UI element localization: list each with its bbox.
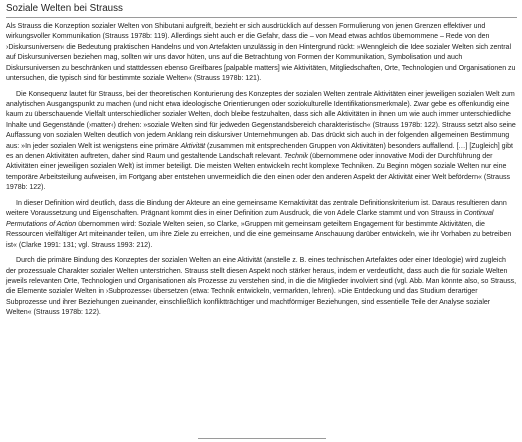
paragraph-4: Durch die primäre Bindung des Konzeptes der sozialen Welten an eine Aktivität (anstelle z. B. eines technischen Artefaktes oder einer Ideologie) wird zugleich der prozessuale Charakter sozialer Welten unterstrichen. Strauss stellt diesen Aspekt noch stärker heraus, indem er verdeutlicht, dass auch die für soziale Welten jeweils relevanten Orte, Technologien und Organisationen als Prozesse zu verstehen sind, in die die Mitglieder involviert sind (vgl. Abb. Man könnte also, so Strauss, die Elemente sozialer Welten in ›Subprozesse‹ übersetzen (etwa: Technik entwickeln, vermarkten, lehren). »Die Entdeckung und das Studium derartiger Subprozesse und ihrer Beziehungen zueinander, einschließlich konfliktträchtiger und machtförmiger Beziehungen, sind essentielle Teile der Analyse sozialer Welten« (Strauss 1978b: 122).	[6, 257, 517, 317]
emphasis-text: Technik	[283, 153, 308, 161]
paragraph-3: In dieser Definition wird deutlich, dass die Bindung der Akteure an eine gemeinsame Kernaktivität das zentrale Definitionskriterium ist. Daraus resultieren dann weitere Voraussetzung und Eigenschaften. Prägnant kommt dies in einer Definition zum Ausdruck, die von Adele Clarke stammt und von Strauss in Continual Permutations of Action übernommen wird: Soziale Welten seien, so Clarke, »Gruppen mit gemeinsam geteiltem Engagement für bestimmte Aktivitäten, die Ressourcen vielfältiger Art miteinander teilen, um ihre Ziele zu erreichen, und die eine gemeinsame Anschauung darüber entwickeln, wie ihr Vorhaben zu betreiben ist« (Clarke 1991: 131; vgl. Strauss 1993: 212).	[6, 199, 512, 249]
body-text	[6, 22, 517, 319]
paragraph-2: Die Konsequenz lautet für Strauss, bei der theoretischen Konturierung des Konzeptes der sozialen Welten zentrale Aktivitäten einer jeweiligen sozialen Welt zum analytischen Ausgangspunkt zu machen (und nicht etwa ideologische Orientierungen oder soziokulturelle Identifikationsmerkmale). Zwar gebe es offenkundig eine kaum zu überschauende Vielfalt unterschiedlicher sozialer Welten, doch bleibe festzuhalten, dass sich alle Aktivitäten in ihnen um wie auch immer unterschiedliche Inhalte und Gegenstände (›matter‹) drehen: »soziale Welten sind für jedweden Gegenstandsbereich charakteristisch« (Strauss 1978b: 122). Strauss setzt also seine Auffassung von sozialen Welten deutlich von jedem Anklang rein diskursiver Unternehmungen ab. Das drückt sich auch in der folgenden allgemeinen Bestimmung aus: »In jeder sozialen Welt ist wenigstens eine primäre Aktivität (zusammen mit entsprechenden Gruppen von Aktivitäten) besonders auffallend. […] [Zugleich] gibt es an denen Aktivitäten auftreten, daher sind Raum und gestaltende Landschaft relevant. Technik (übernommene oder innovative Modi der Durchführung der Aktivitäten einer jeweiligen sozialen Welt) ist immer beteiligt. Die meisten Welten entwickeln recht komplexe Techniken. Zu Beginn mögen soziale Welten nur eine temporäre Arbeitsteilung aufweisen, im Fortgang aber entstehen unvermeidlich die den einen oder den anderen Aspekt der Aktivität einer Welt befördern« (Strauss 1978b: 122).	[6, 90, 516, 192]
emphasis-text: Aktivität	[180, 142, 206, 150]
section-heading: Soziale Welten bei Strauss	[6, 3, 517, 18]
footer-divider	[198, 438, 326, 439]
emphasis-text: Continual Permutations of Action	[6, 210, 494, 228]
paragraph-1: Als Strauss die Konzeption sozialer Welten von Shibutani aufgreift, bezieht er sich ausdrücklich auf dessen Formulierung von jenen Grenzen effektiver und wirkungsvoller Kommunikation (Strauss 1978b: 119). Allerdings sieht auch er die Gefahr, dass die – von Mead etwas achtlos übernommene – Rede von den ›Diskursuniversen‹ die Bedeutung praktischen Handelns und von Artefakten unzulässig in den Hintergrund rückt: »Wenngleich die Idee sozialer Welten sich zentral auf Diskursuniversen beziehen mag, sollten wir uns davor hüten, uns auf die Betrachtung von Formen der Kommunikation, Symbolisation und auch Diskursuniversen zu beschränken und stattdessen ebenso Greifbares [palpable matters] wie Aktivitäten, Mitgliedschaften, Orte, Technologien und Organisationen zu untersuchen, die typisch sind für bestimmte soziale Welten« (Strauss 1978b: 121).	[6, 23, 516, 83]
